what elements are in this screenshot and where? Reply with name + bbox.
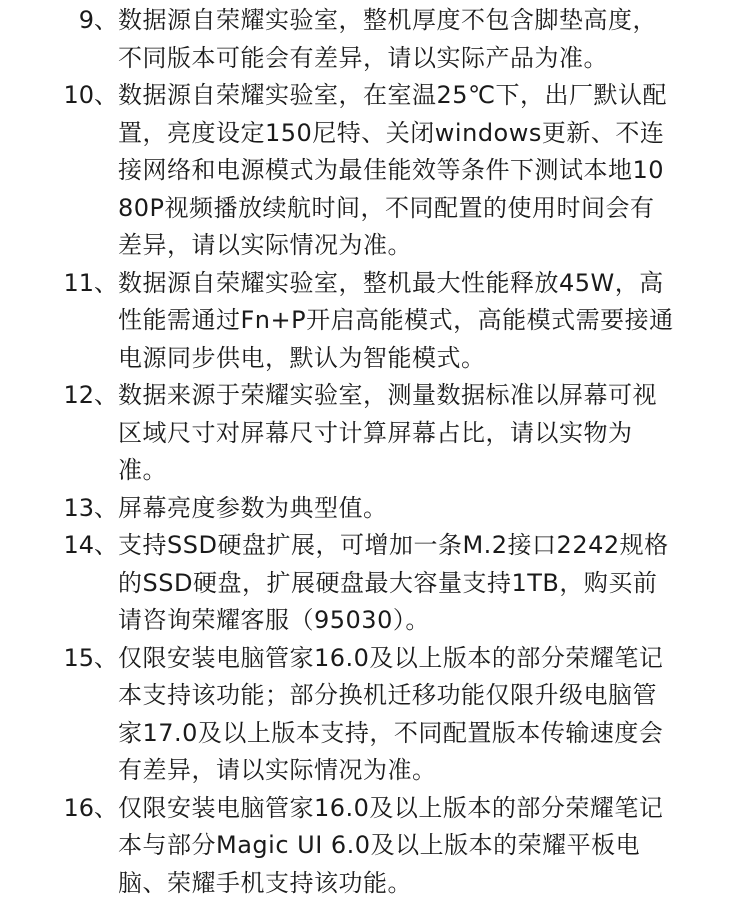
footnote-number: 14、 bbox=[0, 527, 118, 565]
footnote-15 bbox=[0, 640, 750, 790]
footnote-text: 屏幕亮度参数为典型值。 bbox=[118, 490, 678, 528]
footnote-9 bbox=[0, 0, 750, 77]
footnote-number: 12、 bbox=[0, 377, 118, 415]
footnote-11 bbox=[0, 265, 750, 378]
footnote-text: 数据源自荣耀实验室，整机厚度不包含脚垫高度，不同版本可能会有差异，请以实际产品为准。 bbox=[118, 2, 678, 77]
footnote-text: 仅限安装电脑管家16.0及以上版本的部分荣耀笔记本支持该功能；部分换机迁移功能仅限升级电脑管家17.0及以上版本支持，不同配置版本传输速度会有差异，请以实际情况为准。 bbox=[118, 640, 678, 790]
footnote-number: 9、 bbox=[0, 2, 118, 40]
footnote-text: 数据来源于荣耀实验室，测量数据标准以屏幕可视区域尺寸对屏幕尺寸计算屏幕占比，请以实物为准。 bbox=[118, 377, 678, 490]
footnote-number: 11、 bbox=[0, 265, 118, 303]
footnote-number: 16、 bbox=[0, 790, 118, 828]
footnote-text: 仅限安装电脑管家16.0及以上版本的部分荣耀笔记本与部分Magic UI 6.0及以上版本的荣耀平板电脑、荣耀手机支持该功能。 bbox=[118, 790, 678, 902]
footnote-10 bbox=[0, 77, 750, 265]
footnote-14 bbox=[0, 527, 750, 640]
footnote-text: 数据源自荣耀实验室，在室温25℃下，出厂默认配置，亮度设定150尼特、关闭windows更新、不连接网络和电源模式为最佳能效等条件下测试本地1080P视频播放续航时间，不同配置的使用时间会有差异，请以实际情况为准。 bbox=[118, 77, 678, 265]
footnote-12 bbox=[0, 377, 750, 490]
footnote-13 bbox=[0, 490, 750, 528]
footnote-text: 支持SSD硬盘扩展，可增加一条M.2接口2242规格的SSD硬盘，扩展硬盘最大容量支持1TB，购买前请咨询荣耀客服（95030）。 bbox=[118, 527, 678, 640]
footnote-number: 15、 bbox=[0, 640, 118, 678]
footnote-16 bbox=[0, 790, 750, 902]
footnote-number: 10、 bbox=[0, 77, 118, 115]
footnote-text: 数据源自荣耀实验室，整机最大性能释放45W，高性能需通过Fn+P开启高能模式，高能模式需要接通电源同步供电，默认为智能模式。 bbox=[118, 265, 678, 378]
footnote-number: 13、 bbox=[0, 490, 118, 528]
